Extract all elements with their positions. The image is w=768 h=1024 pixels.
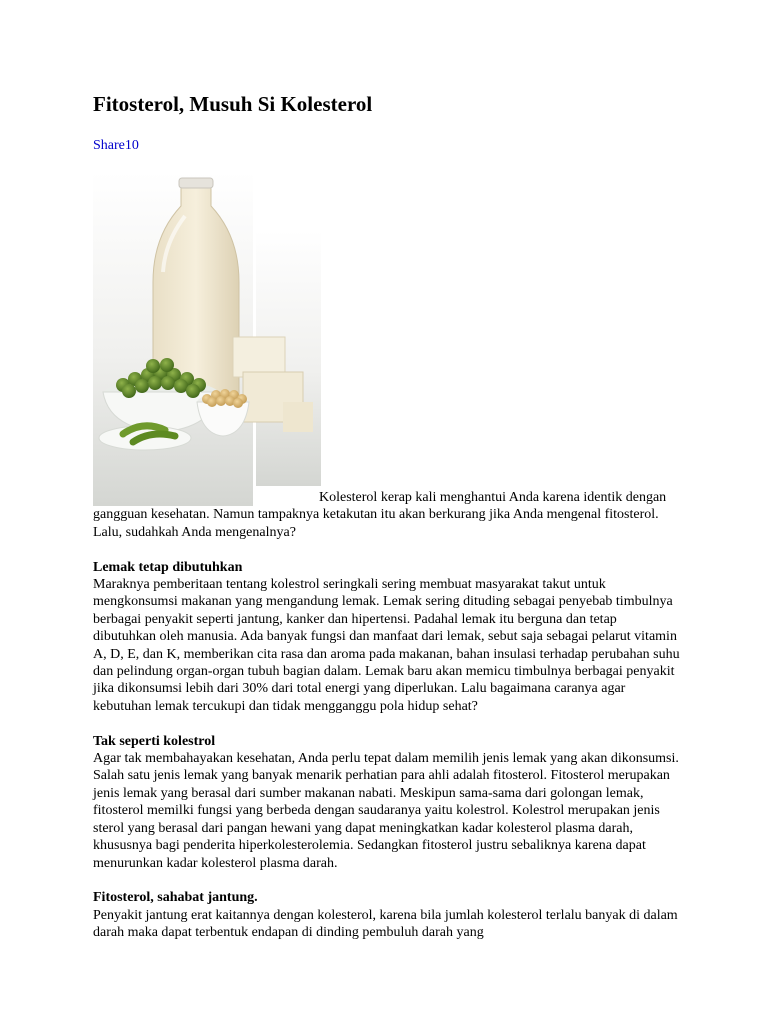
share-link[interactable]: Share10 (93, 138, 139, 153)
section-paragraph: Penyakit jantung erat kaitannya dengan kolesterol, karena bila jumlah kolesterol terlalu banyak di dalam darah maka dapat terbentuk endapan di dinding pembuluh darah yang (93, 907, 678, 941)
intro-paragraph: Kolesterol kerap kali menghantui Anda karena identik dengan gangguan kesehatan. Namun tampaknya ketakutan itu akan berkurang jika Anda mengenal fitosterol. Lalu, sudahkah Anda mengenalnya? (93, 490, 667, 540)
section-heading: Tak seperti kolestrol (93, 733, 216, 749)
article-body (93, 489, 683, 959)
section-heading: Lemak tetap dibutuhkan (93, 559, 243, 575)
article-image (93, 172, 321, 506)
page-title: Fitosterol, Musuh Si Kolesterol (93, 92, 373, 116)
section-paragraph: Agar tak membahayakan kesehatan, Anda perlu tepat dalam memilih jenis lemak yang akan dikonsumsi. Salah satu jenis lemak yang banyak menarik perhatian para ahli adalah fitosterol. Fitosterol merupakan jenis lemak yang berasal dari sumber makanan nabati. Meskipun sama-sama dari golongan lemak, fitosterol memilki fungsi yang berbeda dengan saudaranya yaitu kolestrol. Kolestrol merupakan jenis sterol yang berasal dari pangan hewani yang dapat meningkatkan kadar kolesterol plasma darah, khususnya bagi penderita hiperkolesterolemia. Sedangkan fitosterol justru sebaliknya karena dapat menurunkan kadar kolesterol plasma darah. (93, 751, 679, 871)
section-heading: Fitosterol, sahabat jantung. (93, 890, 258, 906)
section-paragraph: Maraknya pemberitaan tentang kolestrol seringkali sering membuat masyarakat takut untuk mengkonsumsi makanan yang mengandung lemak. Lemak sering dituding sebagai penyebab timbulnya berbagai penyakit seperti jantung, kanker dan hipertensi. Padahal lemak itu berguna dan tetap dibutuhkan oleh manusia. Ada banyak fungsi dan manfaat dari lemak, sebut saja sebagai pelarut vitamin A, D, E, dan K, memberikan cita rasa dan aroma pada makanan, bahan insulasi terhadap perubahan suhu dan pelindung organ-organ tubuh bagian dalam. Lemak baru akan memicu timbulnya berbagai penyakit jika dikonsumsi lebih dari 30% dari total energi yang diperlukan. Lalu bagaimana caranya agar kebutuhan lemak tercukupi dan tidak mengganggu pola hidup sehat? (93, 577, 680, 714)
